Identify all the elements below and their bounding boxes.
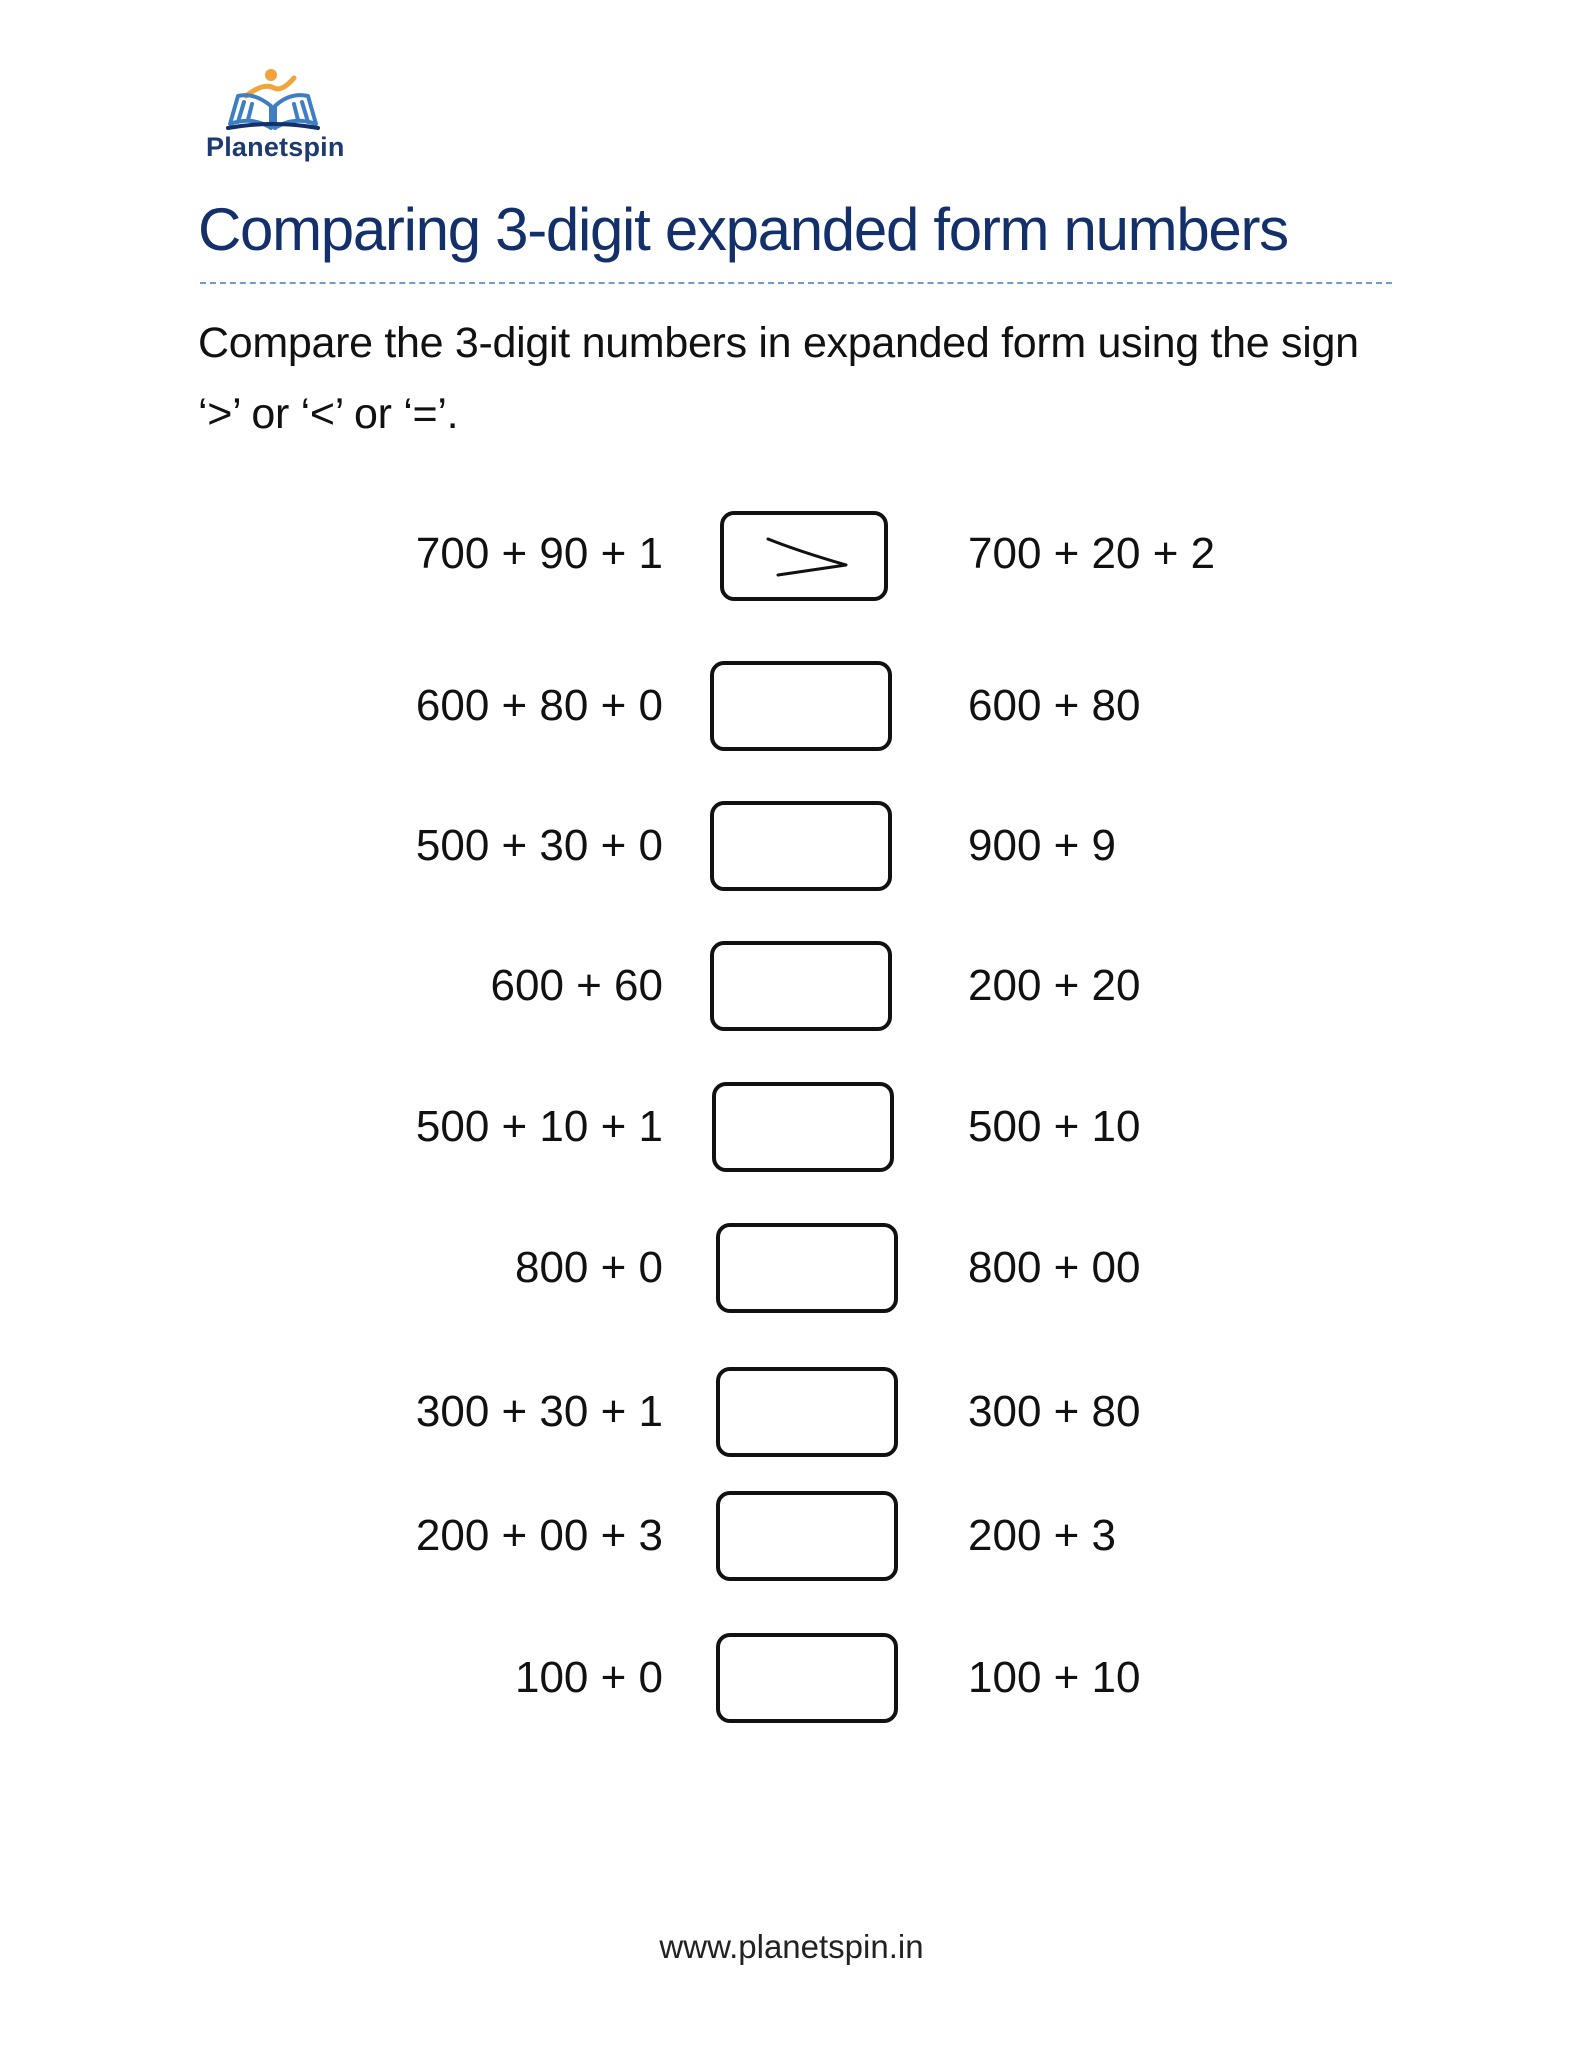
answer-box[interactable]: [720, 511, 888, 601]
comparison-row-5: [0, 1077, 1583, 1177]
answer-box[interactable]: [712, 1082, 894, 1172]
left-expression: 300 + 30 + 1: [415, 1387, 663, 1436]
comparison-row-4: [0, 936, 1583, 1036]
comparison-row-8: [0, 1486, 1583, 1586]
right-expression: 200 + 20: [968, 961, 1141, 1010]
comparison-row-3: [0, 796, 1583, 896]
title-divider: [200, 282, 1392, 284]
comparison-row-2: [0, 656, 1583, 756]
comparison-row-7: [0, 1362, 1583, 1462]
instruction-text: Compare the 3-digit numbers in expanded form using the sign ‘>’ or ‘<’ or ‘=’.: [198, 319, 1359, 438]
answer-box[interactable]: [716, 1633, 898, 1723]
left-expression: 200 + 00 + 3: [415, 1511, 663, 1560]
answer-box[interactable]: [710, 941, 892, 1031]
greater-than-handwritten-icon: [758, 529, 858, 583]
brand-name: Planetspin: [206, 132, 345, 162]
left-expression: 600 + 80 + 0: [415, 681, 663, 730]
right-expression: 900 + 9: [968, 821, 1117, 870]
left-expression: 500 + 10 + 1: [415, 1102, 663, 1151]
answer-box[interactable]: [710, 661, 892, 751]
answer-box[interactable]: [710, 801, 892, 891]
left-expression: 700 + 90 + 1: [415, 529, 663, 578]
right-expression: 300 + 80: [968, 1387, 1141, 1436]
left-expression: 500 + 30 + 0: [415, 821, 663, 870]
footer-url[interactable]: www.planetspin.in: [659, 1928, 924, 1965]
right-expression: 700 + 20 + 2: [968, 529, 1216, 578]
answer-box[interactable]: [716, 1223, 898, 1313]
left-expression: 600 + 60: [490, 961, 663, 1010]
planetspin-logo: [200, 66, 350, 176]
answer-box[interactable]: [716, 1367, 898, 1457]
comparison-row-9: [0, 1628, 1583, 1728]
left-expression: 100 + 0: [514, 1653, 663, 1702]
page-title: Comparing 3-digit expanded form numbers: [198, 196, 1288, 263]
comparison-row-1: [0, 504, 1583, 604]
right-expression: 100 + 10: [968, 1653, 1141, 1702]
comparison-row-6: [0, 1218, 1583, 1318]
right-expression: 200 + 3: [968, 1511, 1117, 1560]
right-expression: 800 + 00: [968, 1243, 1141, 1292]
right-expression: 500 + 10: [968, 1102, 1141, 1151]
answer-box[interactable]: [716, 1491, 898, 1581]
right-expression: 600 + 80: [968, 681, 1141, 730]
open-book-with-figure-logo-icon: [224, 66, 322, 132]
left-expression: 800 + 0: [514, 1243, 663, 1292]
